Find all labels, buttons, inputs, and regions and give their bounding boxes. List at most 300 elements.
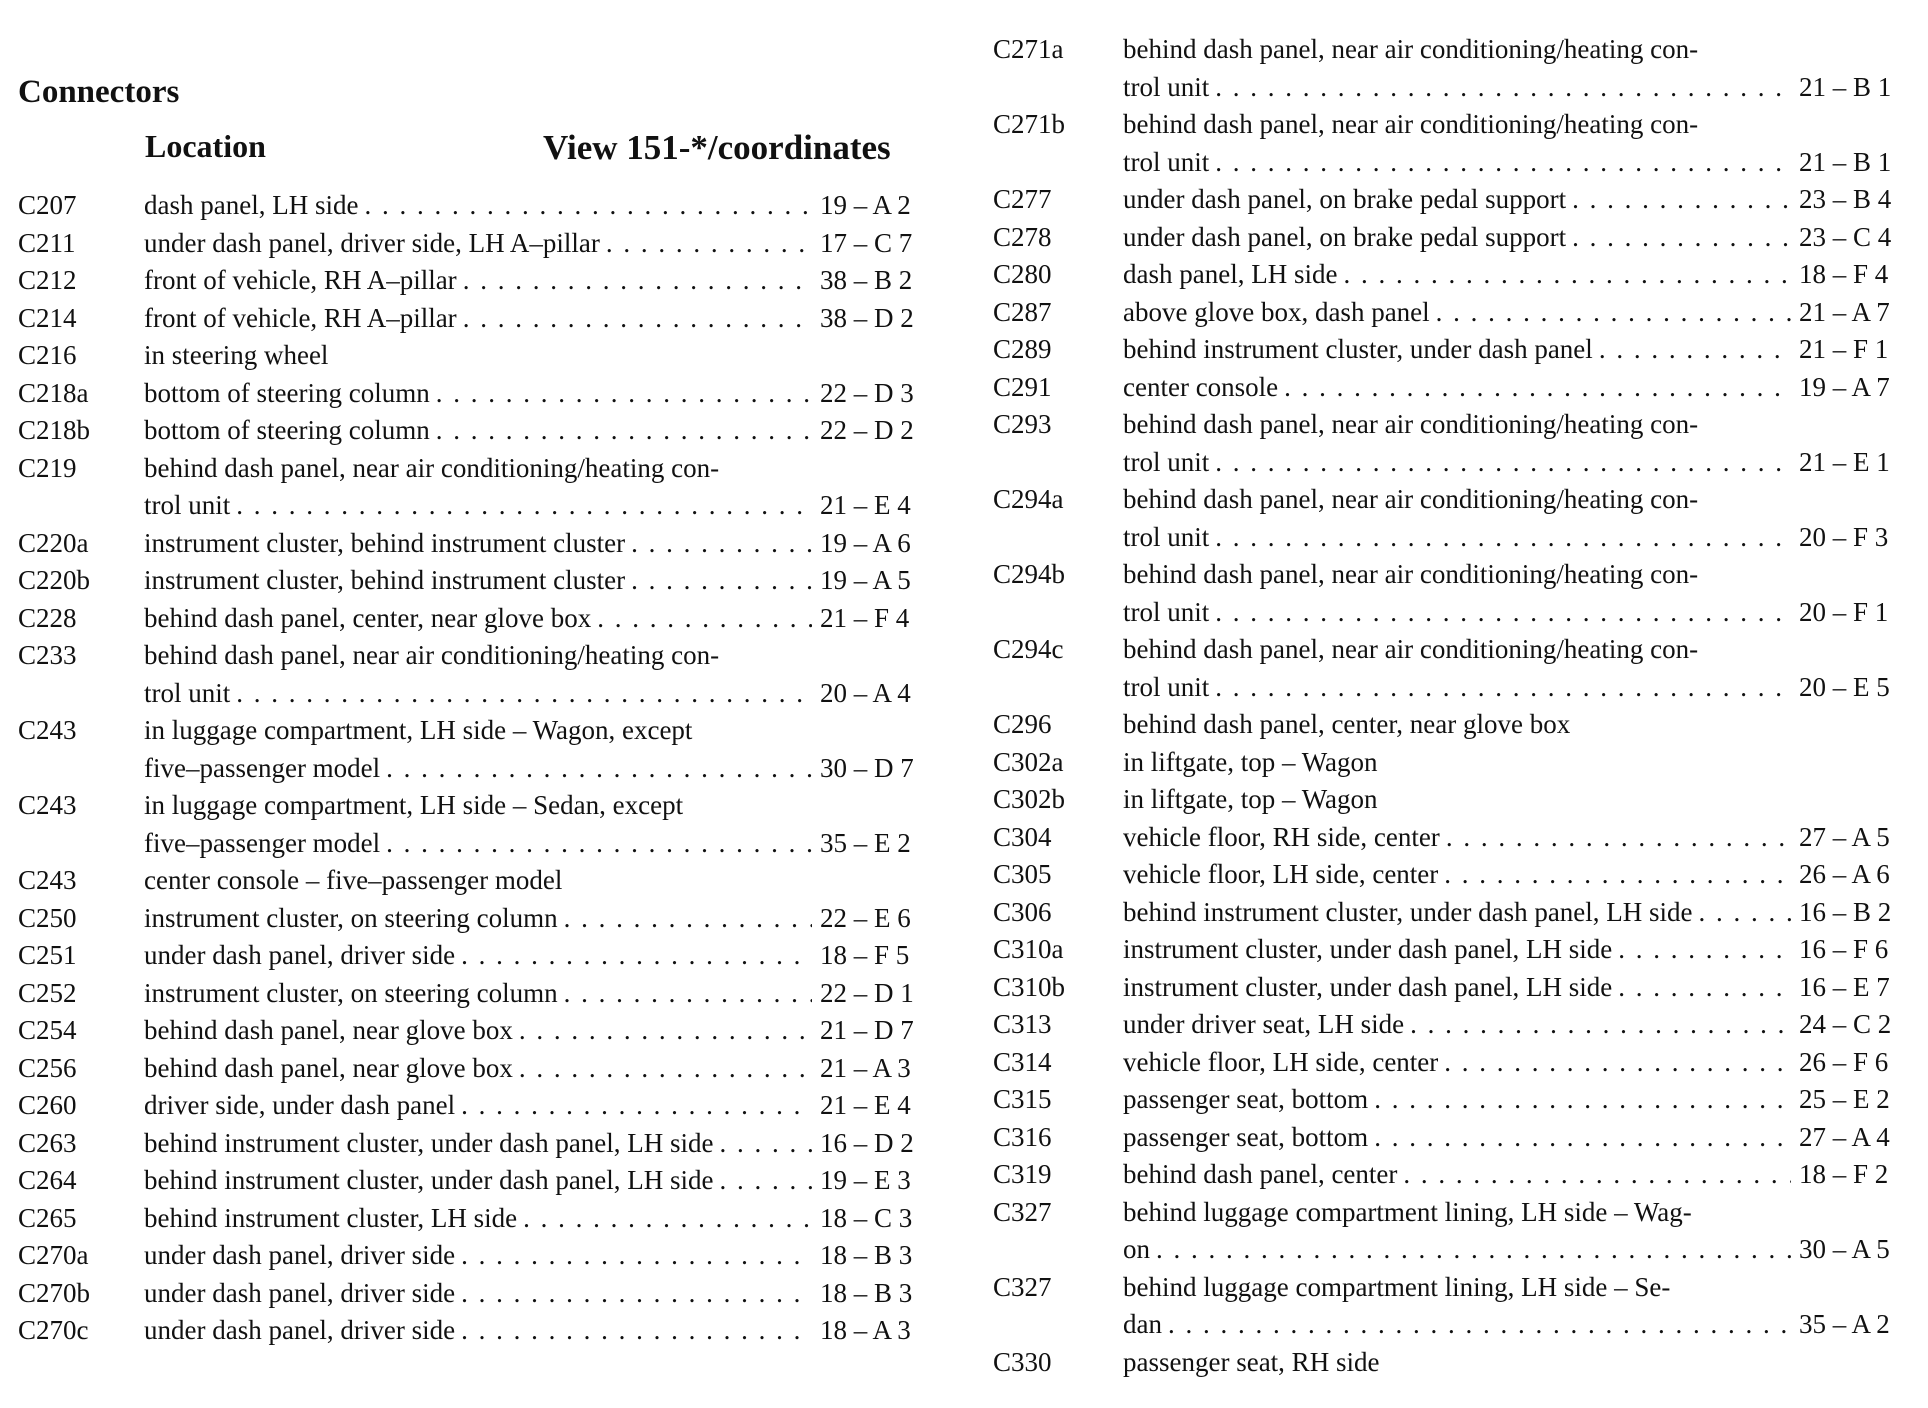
connector-entry xyxy=(18,1050,938,1088)
entry-line xyxy=(18,600,938,638)
dot-leader xyxy=(631,562,812,600)
location-text: trol unit xyxy=(1123,596,1210,627)
connector-id: C211 xyxy=(18,227,76,258)
dot-leader xyxy=(1618,969,1791,1007)
connector-location xyxy=(144,262,938,300)
connector-location xyxy=(1123,706,1913,744)
connector-entry xyxy=(18,637,938,712)
entry-line xyxy=(993,856,1913,894)
location-text: in liftgate, top – Wagon xyxy=(1123,784,1378,814)
connector-id: C302a xyxy=(993,746,1064,777)
connector-location xyxy=(1123,1006,1913,1044)
connector-location xyxy=(1123,819,1913,857)
entry-line xyxy=(18,900,938,938)
connector-entry xyxy=(993,406,1913,481)
entry-line xyxy=(993,369,1913,407)
connector-location xyxy=(144,375,938,413)
dot-leader xyxy=(519,1050,812,1088)
connector-id: C260 xyxy=(18,1090,77,1120)
entry-line xyxy=(18,412,938,450)
entry-line xyxy=(993,1231,1913,1269)
view-coordinate-ref: 19 – E 3 xyxy=(820,1165,911,1195)
view-coordinate-ref: 38 – D 2 xyxy=(820,302,914,333)
connector-entry xyxy=(18,525,938,563)
connector-entry xyxy=(993,294,1913,332)
view-coordinate-ref: 21 – A 7 xyxy=(1799,296,1890,327)
view-coordinate-ref: 24 – C 2 xyxy=(1799,1009,1892,1039)
location-text: behind luggage compartment lining, LH side – Se- xyxy=(1123,1271,1671,1302)
connector-location xyxy=(144,937,938,975)
connector-location xyxy=(144,1275,938,1313)
connector-id: C315 xyxy=(993,1084,1052,1114)
connector-id: C310b xyxy=(993,971,1066,1002)
entry-line xyxy=(18,975,938,1013)
connector-id: C251 xyxy=(18,940,77,970)
connector-entry xyxy=(993,1006,1913,1044)
location-text: behind instrument cluster, LH side xyxy=(144,1202,518,1233)
location-text: behind instrument cluster, under dash panel, LH side xyxy=(144,1165,714,1195)
connector-location xyxy=(144,1087,938,1125)
connector-entry xyxy=(993,556,1913,631)
view-coordinate-ref: 20 – F 3 xyxy=(1799,521,1889,552)
dot-leader xyxy=(1444,856,1791,894)
connector-id: C319 xyxy=(993,1159,1052,1189)
location-text: behind dash panel, near air conditioning/heating con- xyxy=(1123,409,1699,439)
connector-location xyxy=(144,637,938,675)
connector-entry xyxy=(18,225,938,263)
connector-entry xyxy=(18,1275,938,1313)
entry-line xyxy=(18,450,938,488)
connector-entry xyxy=(18,1312,938,1350)
connector-entry xyxy=(993,181,1913,219)
connector-entry xyxy=(993,31,1913,106)
entry-line xyxy=(993,1081,1913,1119)
connector-entry xyxy=(18,450,938,525)
entry-line xyxy=(993,444,1913,482)
view-coordinate-ref: 30 – D 7 xyxy=(820,752,914,783)
entry-line xyxy=(993,519,1913,557)
connector-location xyxy=(1123,481,1913,519)
location-text: behind dash panel, near air conditioning/heating con- xyxy=(144,452,720,483)
connector-location xyxy=(1123,69,1913,107)
connector-location xyxy=(1123,894,1913,932)
view-coordinate-ref: 21 – F 4 xyxy=(820,602,910,633)
connector-id: C270c xyxy=(18,1315,89,1345)
dot-leader xyxy=(1699,894,1791,932)
connector-location xyxy=(144,600,938,638)
connector-location xyxy=(1123,444,1913,482)
connector-id: C243 xyxy=(18,715,77,745)
dot-leader xyxy=(1446,819,1791,857)
location-text: behind dash panel, near air conditioning/heating con- xyxy=(1123,484,1699,514)
connector-location xyxy=(1123,1231,1913,1269)
view-coordinate-ref: 21 – A 3 xyxy=(820,1052,911,1083)
connector-location xyxy=(1123,406,1913,444)
entry-line xyxy=(18,675,938,713)
connector-location xyxy=(1123,1306,1913,1344)
connector-location xyxy=(1123,594,1913,632)
dot-leader xyxy=(597,600,812,638)
entry-line xyxy=(18,937,938,975)
connector-id: C327 xyxy=(993,1196,1052,1227)
dot-leader xyxy=(461,1312,812,1350)
connector-location xyxy=(144,862,938,900)
location-text: bottom of steering column xyxy=(144,377,430,408)
view-coordinate-ref: 17 – C 7 xyxy=(820,227,913,258)
dot-leader xyxy=(436,412,812,450)
entry-line xyxy=(993,931,1913,969)
connector-location xyxy=(144,1162,938,1200)
connector-id: C265 xyxy=(18,1202,77,1233)
location-text: vehicle floor, LH side, center xyxy=(1123,859,1439,889)
connector-id: C220a xyxy=(18,527,89,558)
dot-leader xyxy=(1343,256,1791,294)
dot-leader xyxy=(463,300,812,338)
connector-location xyxy=(144,525,938,563)
view-coordinate-ref: 23 – B 4 xyxy=(1799,184,1892,214)
connector-id: C219 xyxy=(18,452,77,483)
connector-entry xyxy=(993,481,1913,556)
connector-entry xyxy=(18,712,938,787)
location-text: under dash panel, on brake pedal support xyxy=(1123,221,1567,252)
connector-entry xyxy=(993,894,1913,932)
entry-line xyxy=(993,1044,1913,1082)
connector-entry xyxy=(993,1119,1913,1157)
view-coordinate-ref: 21 – E 1 xyxy=(1799,446,1890,477)
connector-id: C214 xyxy=(18,302,77,333)
view-coordinate-ref: 16 – B 2 xyxy=(1799,896,1892,927)
entry-line xyxy=(18,1200,938,1238)
connector-location xyxy=(1123,181,1913,219)
connector-id: C327 xyxy=(993,1271,1052,1302)
dot-leader xyxy=(1444,1044,1791,1082)
connector-id: C264 xyxy=(18,1165,77,1195)
view-coordinate-ref: 25 – E 2 xyxy=(1799,1084,1890,1114)
connector-id: C278 xyxy=(993,221,1052,252)
entry-line xyxy=(18,1050,938,1088)
connector-entry xyxy=(993,106,1913,181)
connector-location xyxy=(144,337,938,375)
location-text: in luggage compartment, LH side – Wagon, except xyxy=(144,715,693,745)
view-coordinate-ref: 27 – A 4 xyxy=(1799,1121,1890,1152)
connector-location xyxy=(144,412,938,450)
location-text: behind instrument cluster, under dash panel xyxy=(1123,334,1593,364)
connector-id: C305 xyxy=(993,859,1052,889)
connector-location xyxy=(144,1050,938,1088)
connector-location xyxy=(144,1237,938,1275)
connector-location xyxy=(144,1125,938,1163)
connector-entry xyxy=(18,375,938,413)
dot-leader xyxy=(1572,219,1791,257)
entry-line xyxy=(18,862,938,900)
entry-line xyxy=(18,262,938,300)
connector-location xyxy=(1123,144,1913,182)
location-text: dan xyxy=(1123,1309,1162,1339)
connector-id: C207 xyxy=(18,190,77,220)
connector-list-left xyxy=(18,187,938,1350)
location-text: passenger seat, bottom xyxy=(1123,1084,1369,1114)
connector-entry xyxy=(18,337,938,375)
dot-leader xyxy=(720,1125,812,1163)
dot-leader xyxy=(720,1162,812,1200)
location-text: five–passenger model xyxy=(144,827,381,858)
entry-line xyxy=(993,1006,1913,1044)
entry-line xyxy=(993,819,1913,857)
dot-leader xyxy=(1284,369,1791,407)
entry-line xyxy=(993,1194,1913,1232)
dot-leader xyxy=(461,1237,812,1275)
connector-id: C243 xyxy=(18,790,77,820)
entry-line xyxy=(18,787,938,825)
dot-leader xyxy=(631,525,812,563)
entry-line xyxy=(18,1162,938,1200)
location-text: instrument cluster, behind instrument cluster xyxy=(144,527,626,558)
location-text: under dash panel, driver side xyxy=(144,1277,456,1308)
location-text: behind dash panel, near air conditioning/heating con- xyxy=(1123,109,1699,139)
entry-line xyxy=(993,1306,1913,1344)
connector-id: C293 xyxy=(993,409,1052,439)
entry-line xyxy=(18,1012,938,1050)
connector-location xyxy=(1123,369,1913,407)
connector-location xyxy=(144,750,938,788)
connector-entry xyxy=(993,1044,1913,1082)
connector-id: C256 xyxy=(18,1052,77,1083)
view-coordinate-ref: 23 – C 4 xyxy=(1799,221,1892,252)
connector-location xyxy=(1123,106,1913,144)
entry-line xyxy=(18,750,938,788)
connector-entry xyxy=(993,219,1913,257)
connector-entry xyxy=(993,819,1913,857)
entry-line xyxy=(18,825,938,863)
connector-id: C314 xyxy=(993,1046,1052,1077)
connector-entry xyxy=(993,706,1913,744)
connector-location xyxy=(1123,219,1913,257)
entry-line xyxy=(18,300,938,338)
location-text: behind dash panel, center xyxy=(1123,1159,1398,1189)
location-text: trol unit xyxy=(144,677,231,708)
view-coordinate-ref: 27 – A 5 xyxy=(1799,821,1890,852)
connector-id: C310a xyxy=(993,934,1064,964)
connector-entry xyxy=(993,1156,1913,1194)
location-text: center console xyxy=(1123,371,1279,402)
connector-entry xyxy=(18,187,938,225)
dot-leader xyxy=(386,825,812,863)
view-coordinate-ref: 18 – F 2 xyxy=(1799,1159,1889,1189)
connector-entry xyxy=(18,975,938,1013)
view-coordinate-ref: 16 – D 2 xyxy=(820,1127,914,1158)
location-text: vehicle floor, RH side, center xyxy=(1123,821,1440,852)
dot-leader xyxy=(519,1012,812,1050)
connector-location xyxy=(144,1312,938,1350)
view-coordinate-ref: 22 – E 6 xyxy=(820,902,911,933)
entry-line xyxy=(18,712,938,750)
connector-id: C277 xyxy=(993,184,1052,214)
connector-entry xyxy=(993,331,1913,369)
connector-id: C289 xyxy=(993,334,1052,364)
entry-line xyxy=(18,562,938,600)
dot-leader xyxy=(461,1087,812,1125)
connector-location xyxy=(1123,1044,1913,1082)
connector-entry xyxy=(993,1194,1913,1269)
location-text: behind dash panel, center, near glove box xyxy=(144,602,592,633)
connector-location xyxy=(144,900,938,938)
entry-line xyxy=(993,969,1913,1007)
connector-id: C228 xyxy=(18,602,77,633)
location-text: under dash panel, driver side xyxy=(144,1315,456,1345)
location-text: under dash panel, driver side xyxy=(144,940,456,970)
connector-id: C291 xyxy=(993,371,1052,402)
entry-line xyxy=(18,637,938,675)
location-text: dash panel, LH side xyxy=(1123,259,1338,289)
connector-entry xyxy=(18,300,938,338)
view-coordinate-ref: 30 – A 5 xyxy=(1799,1234,1890,1264)
view-coordinate-ref: 22 – D 1 xyxy=(820,977,914,1008)
dot-leader xyxy=(1572,181,1791,219)
view-coordinate-ref: 21 – F 1 xyxy=(1799,334,1889,364)
connector-entry xyxy=(18,412,938,450)
view-coordinate-ref: 16 – F 6 xyxy=(1799,934,1889,964)
dot-leader xyxy=(1215,144,1791,182)
view-coordinate-ref: 21 – B 1 xyxy=(1799,71,1892,102)
location-text: behind dash panel, near air conditioning/heating con- xyxy=(1123,559,1699,589)
connector-entry xyxy=(993,1269,1913,1344)
entry-line xyxy=(18,525,938,563)
connector-id: C212 xyxy=(18,265,77,295)
connector-entry xyxy=(993,744,1913,782)
connector-entry xyxy=(18,562,938,600)
connector-entry xyxy=(993,781,1913,819)
view-coordinate-ref: 35 – E 2 xyxy=(820,827,911,858)
dot-leader xyxy=(461,1275,812,1313)
entry-line xyxy=(993,256,1913,294)
entry-line xyxy=(18,1312,938,1350)
view-coordinate-ref: 26 – F 6 xyxy=(1799,1046,1889,1077)
connector-entry xyxy=(18,1237,938,1275)
connector-entry xyxy=(993,1344,1913,1382)
location-text: behind instrument cluster, under dash panel, LH side xyxy=(144,1127,714,1158)
connector-location xyxy=(1123,256,1913,294)
entry-line xyxy=(993,594,1913,632)
location-text: five–passenger model xyxy=(144,752,381,783)
view-coordinate-ref: 21 – E 4 xyxy=(820,1090,911,1120)
entry-line xyxy=(993,706,1913,744)
connector-location xyxy=(144,562,938,600)
dot-leader xyxy=(1215,669,1791,707)
dot-leader xyxy=(461,937,812,975)
connector-id: C287 xyxy=(993,296,1052,327)
dot-leader xyxy=(236,675,812,713)
location-text: trol unit xyxy=(1123,671,1210,702)
entry-line xyxy=(993,669,1913,707)
connector-entry xyxy=(18,937,938,975)
connector-id: C296 xyxy=(993,709,1052,739)
connector-location xyxy=(1123,331,1913,369)
view-coordinate-ref: 19 – A 2 xyxy=(820,190,911,220)
connector-id: C218b xyxy=(18,415,91,445)
view-coordinate-ref: 20 – A 4 xyxy=(820,677,911,708)
dot-leader xyxy=(606,225,812,263)
connector-entry xyxy=(18,1200,938,1238)
connector-entry xyxy=(993,1081,1913,1119)
connector-location xyxy=(1123,1344,1913,1382)
view-coordinate-ref: 19 – A 5 xyxy=(820,565,911,595)
dot-leader xyxy=(564,900,812,938)
connector-location xyxy=(1123,31,1913,69)
entry-line xyxy=(18,1125,938,1163)
location-text: behind dash panel, near air conditioning/heating con- xyxy=(144,640,720,670)
location-text: vehicle floor, LH side, center xyxy=(1123,1046,1439,1077)
connector-location xyxy=(144,675,938,713)
entry-line xyxy=(993,781,1913,819)
dot-leader xyxy=(1599,331,1791,369)
dot-leader xyxy=(1403,1156,1791,1194)
connector-location xyxy=(1123,856,1913,894)
entry-line xyxy=(993,106,1913,144)
connector-location xyxy=(144,187,938,225)
location-text: instrument cluster, on steering column xyxy=(144,902,558,933)
entry-line xyxy=(993,219,1913,257)
view-coordinate-ref: 18 – B 3 xyxy=(820,1240,913,1270)
dot-leader xyxy=(386,750,812,788)
connector-id: C294c xyxy=(993,634,1064,664)
connector-entry xyxy=(18,1125,938,1163)
connector-id: C280 xyxy=(993,259,1052,289)
location-text: in liftgate, top – Wagon xyxy=(1123,746,1378,777)
connector-location xyxy=(1123,669,1913,707)
location-text: instrument cluster, under dash panel, LH side xyxy=(1123,971,1613,1002)
connector-location xyxy=(1123,556,1913,594)
connector-id: C233 xyxy=(18,640,77,670)
location-text: under dash panel, driver side, LH A–pillar xyxy=(144,227,600,258)
entry-line xyxy=(18,1237,938,1275)
entry-line xyxy=(18,337,938,375)
entry-line xyxy=(18,1087,938,1125)
connector-location xyxy=(144,825,938,863)
entry-line xyxy=(18,487,938,525)
connector-location xyxy=(1123,294,1913,332)
location-column-header: Location xyxy=(145,128,266,164)
location-text: trol unit xyxy=(1123,521,1210,552)
view-coordinate-ref: 18 – F 4 xyxy=(1799,259,1889,289)
connector-location xyxy=(1123,1081,1913,1119)
location-text: instrument cluster, under dash panel, LH side xyxy=(1123,934,1613,964)
dot-leader xyxy=(1215,69,1791,107)
connector-location xyxy=(144,787,938,825)
connector-entry xyxy=(993,369,1913,407)
entry-line xyxy=(18,1275,938,1313)
location-text: in steering wheel xyxy=(144,340,329,370)
view-coordinate-ref: 21 – D 7 xyxy=(820,1015,914,1045)
connector-location xyxy=(1123,1269,1913,1307)
dot-leader xyxy=(1215,444,1791,482)
connector-location xyxy=(144,1012,938,1050)
connector-location xyxy=(144,225,938,263)
view-coordinate-ref: 22 – D 2 xyxy=(820,415,914,445)
dot-leader xyxy=(1618,931,1791,969)
location-text: driver side, under dash panel xyxy=(144,1090,456,1120)
entry-line xyxy=(993,1156,1913,1194)
connector-id: C294b xyxy=(993,559,1066,589)
location-text: under dash panel, on brake pedal support xyxy=(1123,184,1567,214)
dot-leader xyxy=(436,375,812,413)
connector-id: C271b xyxy=(993,109,1066,139)
entry-line xyxy=(993,1119,1913,1157)
connector-id: C250 xyxy=(18,902,77,933)
dot-leader xyxy=(523,1200,812,1238)
connector-entry xyxy=(993,969,1913,1007)
connector-location xyxy=(144,1200,938,1238)
connector-id: C313 xyxy=(993,1009,1052,1039)
